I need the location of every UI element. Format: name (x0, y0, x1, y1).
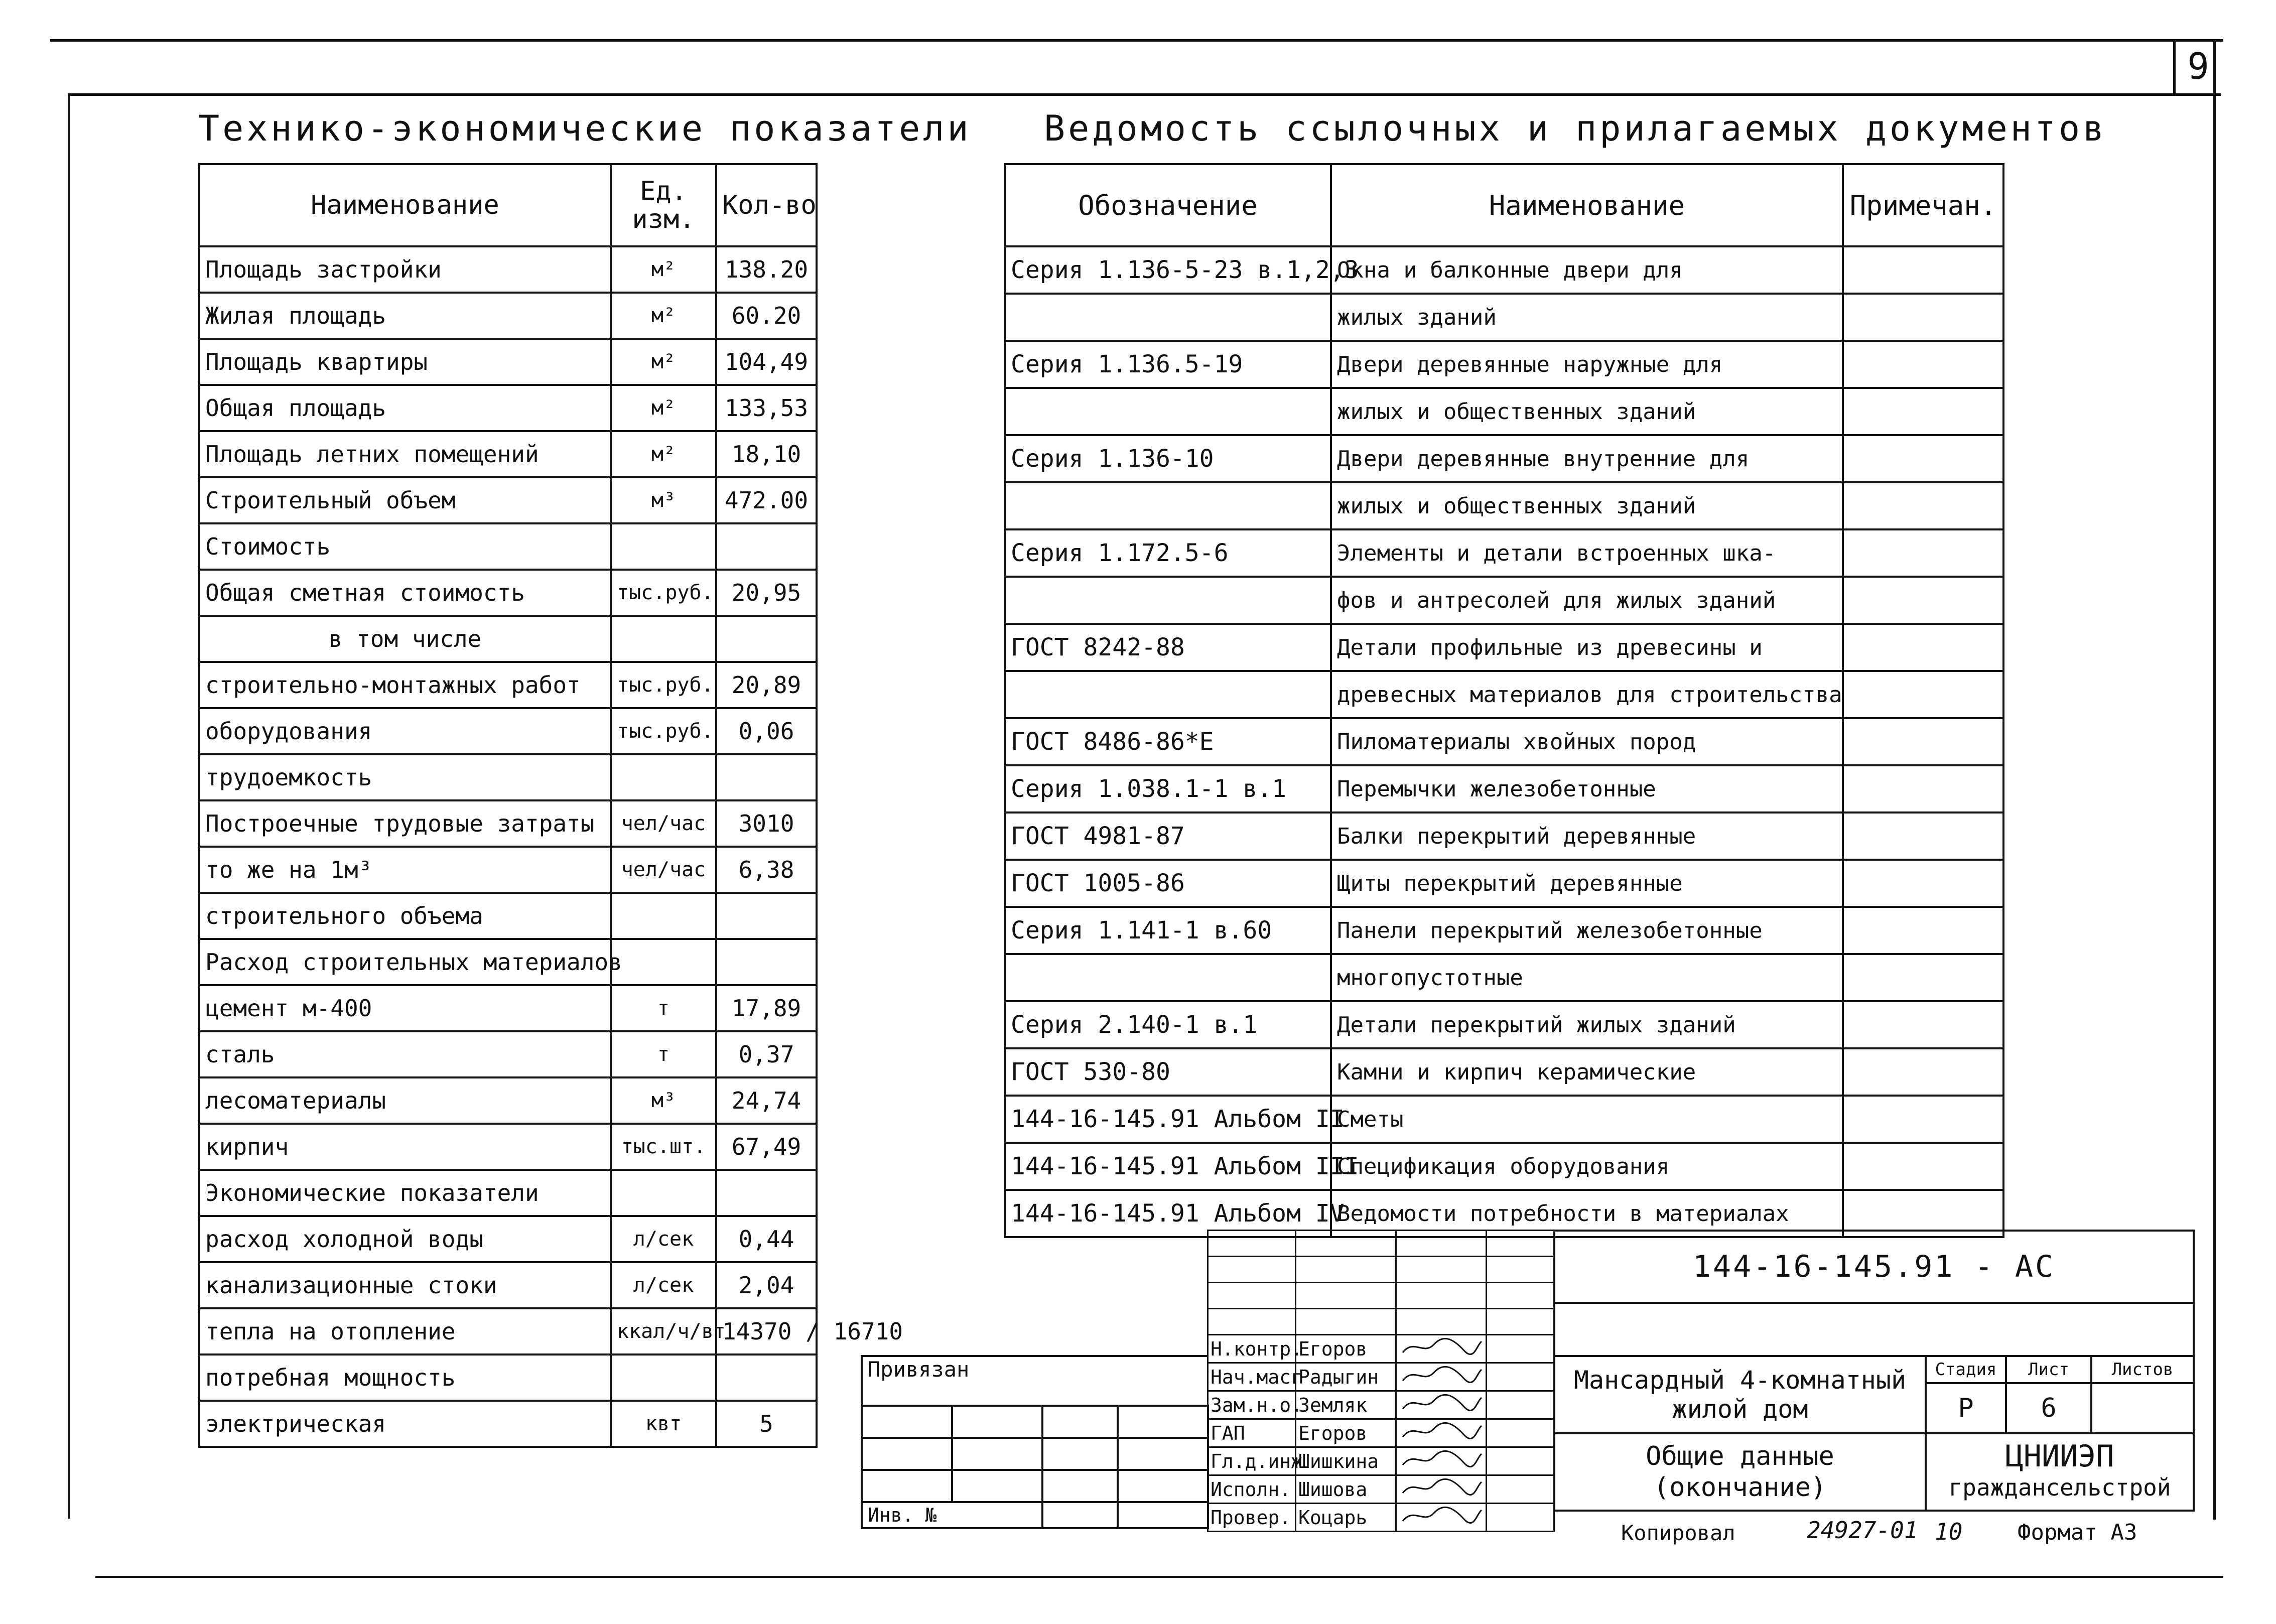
tep-row (199, 477, 817, 523)
tep-row (199, 754, 817, 800)
tep-cell-qty: 18,10 (716, 431, 817, 477)
doc-code: 144-16-145.91 - АС (1553, 1230, 2195, 1304)
stamp-person-row (1208, 1363, 1554, 1391)
ved-cell-code (1005, 577, 1331, 624)
ved-row (1005, 435, 2003, 482)
tep-cell-name: Площадь летних помещений (199, 431, 611, 477)
stamp-grid (1207, 1230, 1555, 1532)
ved-cell-note (1843, 529, 2003, 577)
tep-cell-qty: 14370 / 16710 (716, 1308, 817, 1355)
tep-cell-name: расход холодной воды (199, 1216, 611, 1262)
stamp-role: Гл.д.инж (1208, 1447, 1296, 1475)
ved-cell-note (1843, 813, 2003, 860)
tep-row (199, 1355, 817, 1401)
ved-cell-code: 144-16-145.91 Альбом IV (1005, 1190, 1331, 1237)
sheets-value (2091, 1383, 2194, 1433)
ved-cell-name: Двери деревянные наружные для (1331, 341, 1843, 388)
tep-row (199, 431, 817, 477)
stamp-person-row (1208, 1391, 1554, 1419)
signature-scribble (1399, 1504, 1484, 1526)
tep-row (199, 616, 817, 662)
ved-cell-code: ГОСТ 8486-86*Е (1005, 718, 1331, 765)
tep-row (199, 800, 817, 847)
ved-cell-code: Серия 1.136.5-19 (1005, 341, 1331, 388)
ved-cell-code (1005, 482, 1331, 529)
ved-row (1005, 341, 2003, 388)
ved-cell-code (1005, 954, 1331, 1001)
tep-row (199, 293, 817, 339)
tep-cell-unit: м³ (611, 1077, 716, 1124)
tep-cell-unit: м² (611, 339, 716, 385)
tep-cell-unit: м³ (611, 477, 716, 523)
org-line2: граждансельстрой (1948, 1474, 2171, 1501)
tep-cell-qty (716, 754, 817, 800)
ved-cell-name: жилых и общественных зданий (1331, 482, 1843, 529)
ved-cell-name: древесных материалов для строительства (1331, 671, 1843, 718)
stamp-role: ГАП (1208, 1419, 1296, 1447)
ved-row (1005, 577, 2003, 624)
tep-row (199, 385, 817, 431)
ved-row (1005, 907, 2003, 954)
ved-cell-name: Перемычки железобетонные (1331, 765, 1843, 813)
ved-row (1005, 388, 2003, 435)
ved-row (1005, 246, 2003, 294)
ved-cell-note (1843, 718, 2003, 765)
ved-cell-code (1005, 671, 1331, 718)
stamp-role: Зам.н.о. (1208, 1391, 1296, 1419)
stamp-date (1487, 1419, 1554, 1447)
tep-cell-qty: 20,89 (716, 662, 817, 708)
tep-row (199, 1216, 817, 1262)
stamp-role: Нач.масг (1208, 1363, 1296, 1391)
ved-cell-name: Окна и балконные двери для (1331, 246, 1843, 294)
org-line1: ЦНИИЭП (2005, 1439, 2114, 1474)
stamp-person-name: Земляк (1296, 1391, 1396, 1419)
tep-cell-qty (716, 523, 817, 570)
stage-value: Р (1926, 1383, 2006, 1433)
tep-cell-unit: м² (611, 431, 716, 477)
tep-cell-name: строительного объема (199, 893, 611, 939)
ved-row (1005, 1001, 2003, 1048)
tep-cell-unit (611, 1170, 716, 1216)
tep-cell-unit: м² (611, 385, 716, 431)
ved-cell-name: Спецификация оборудования (1331, 1143, 1843, 1190)
ved-row (1005, 1048, 2003, 1096)
privyazan-block (861, 1355, 1209, 1529)
stamp-date (1487, 1363, 1554, 1391)
ved-row (1005, 860, 2003, 907)
tep-cell-name: Площадь квартиры (199, 339, 611, 385)
ved-cell-code: Серия 1.038.1-1 в.1 (1005, 765, 1331, 813)
tep-cell-unit (611, 523, 716, 570)
project-title: Мансардный 4-комнатный жилой дом (1554, 1356, 1926, 1433)
tep-cell-name: Строительный объем (199, 477, 611, 523)
bottom-rule (95, 1576, 2223, 1578)
tep-cell-qty: 20,95 (716, 570, 817, 616)
privyazan-label: Привязан (862, 1356, 1208, 1406)
tep-cell-qty: 24,74 (716, 1077, 817, 1124)
stamp-person-name: Радыгин (1296, 1363, 1396, 1391)
tep-cell-unit: л/сек (611, 1262, 716, 1308)
stamp-date (1487, 1447, 1554, 1475)
ved-row (1005, 671, 2003, 718)
tep-cell-qty: 0,44 (716, 1216, 817, 1262)
signature (1396, 1475, 1487, 1504)
tep-cell-qty: 104,49 (716, 339, 817, 385)
frame-top (68, 93, 2218, 96)
tep-cell-qty: 60.20 (716, 293, 817, 339)
ved-cell-code: ГОСТ 530-80 (1005, 1048, 1331, 1096)
tep-cell-name: цемент м-400 (199, 985, 611, 1031)
ved-header-note: Примечан. (1843, 164, 2003, 246)
ved-header-name: Наименование (1331, 164, 1843, 246)
tep-cell-qty (716, 1170, 817, 1216)
inv-label: Инв. № (862, 1502, 1042, 1528)
ved-cell-note (1843, 388, 2003, 435)
signature-scribble (1399, 1392, 1484, 1414)
signature-scribble (1399, 1335, 1484, 1358)
tep-cell-qty: 6,38 (716, 847, 817, 893)
tep-cell-unit: чел/час (611, 800, 716, 847)
tep-cell-unit: тыс.руб. (611, 570, 716, 616)
stamp-role: Провер. (1208, 1504, 1296, 1532)
sheet-label: Лист (2006, 1356, 2091, 1383)
ved-title: Ведомость ссылочных и прилагаемых документов (1044, 108, 2107, 149)
stamp-person-row (1208, 1504, 1554, 1532)
tep-cell-unit: ккал/ч/вт (611, 1308, 716, 1355)
stamp-person-name: Егоров (1296, 1335, 1396, 1363)
sheet-title: Общие данные (окончание) (1554, 1433, 1926, 1511)
footer-format: Формат А3 (2018, 1520, 2137, 1545)
ved-cell-note (1843, 1096, 2003, 1143)
tep-row (199, 662, 817, 708)
ved-cell-note (1843, 577, 2003, 624)
tep-cell-unit: м² (611, 246, 716, 293)
tep-row (199, 1124, 817, 1170)
tep-row (199, 893, 817, 939)
doc-code-spacer (1553, 1300, 2195, 1355)
tep-cell-qty: 67,49 (716, 1124, 817, 1170)
ved-cell-name: многопустотные (1331, 954, 1843, 1001)
tep-cell-unit: тыс.руб. (611, 662, 716, 708)
ved-cell-name: жилых и общественных зданий (1331, 388, 1843, 435)
ved-cell-code: ГОСТ 1005-86 (1005, 860, 1331, 907)
stamp-person-name: Шишова (1296, 1475, 1396, 1504)
ved-header-code: Обозначение (1005, 164, 1331, 246)
tep-title: Технико-экономические показатели (198, 108, 972, 149)
ved-cell-note (1843, 765, 2003, 813)
tep-cell-unit: л/сек (611, 1216, 716, 1262)
tep-row (199, 1262, 817, 1308)
signature (1396, 1447, 1487, 1475)
ved-cell-code (1005, 294, 1331, 341)
ved-cell-note (1843, 1143, 2003, 1190)
ved-cell-name: Балки перекрытий деревянные (1331, 813, 1843, 860)
signature (1396, 1391, 1487, 1419)
ved-cell-note (1843, 246, 2003, 294)
ved-cell-name: Ведомости потребности в материалах (1331, 1190, 1843, 1237)
sheet-value: 6 (2006, 1383, 2091, 1433)
tep-header-qty: Кол-во (716, 164, 817, 246)
tep-row (199, 1401, 817, 1447)
tep-cell-unit (611, 939, 716, 985)
tep-cell-unit: тыс.шт. (611, 1124, 716, 1170)
ved-cell-note (1843, 482, 2003, 529)
signature-scribble (1399, 1476, 1484, 1498)
tep-cell-name: Жилая площадь (199, 293, 611, 339)
tep-row (199, 1031, 817, 1077)
ved-cell-code: ГОСТ 8242-88 (1005, 624, 1331, 671)
tep-cell-name: кирпич (199, 1124, 611, 1170)
tep-cell-unit (611, 893, 716, 939)
ved-cell-code: Серия 2.140-1 в.1 (1005, 1001, 1331, 1048)
tep-cell-qty (716, 616, 817, 662)
ved-cell-note (1843, 860, 2003, 907)
tep-row (199, 708, 817, 754)
top-rule (50, 39, 2223, 42)
ved-cell-code: Серия 1.136-5-23 в.1,2,3 (1005, 246, 1331, 294)
ved-cell-code (1005, 388, 1331, 435)
tep-cell-qty: 138.20 (716, 246, 817, 293)
stamp-person-name: Шишкина (1296, 1447, 1396, 1475)
ved-cell-code: Серия 1.172.5-6 (1005, 529, 1331, 577)
tep-cell-name: трудоемкость (199, 754, 611, 800)
ved-cell-name: фов и антресолей для жилых зданий (1331, 577, 1843, 624)
organization (1926, 1433, 2194, 1511)
tep-cell-qty: 2,04 (716, 1262, 817, 1308)
tep-cell-unit: т (611, 985, 716, 1031)
tep-cell-name: Площадь застройки (199, 246, 611, 293)
ved-row (1005, 765, 2003, 813)
tep-cell-name: Общая сметная стоимость (199, 570, 611, 616)
ved-cell-code: Серия 1.136-10 (1005, 435, 1331, 482)
tep-cell-unit: чел/час (611, 847, 716, 893)
ved-cell-note (1843, 341, 2003, 388)
tep-cell-name: оборудования (199, 708, 611, 754)
ved-cell-code: Серия 1.141-1 в.60 (1005, 907, 1331, 954)
tep-header-unit: Ед. изм. (611, 164, 716, 246)
ved-cell-note (1843, 671, 2003, 718)
tep-cell-name: канализационные стоки (199, 1262, 611, 1308)
stamp-person-row (1208, 1475, 1554, 1504)
tep-cell-name: тепла на отопление (199, 1308, 611, 1355)
tep-row (199, 523, 817, 570)
tep-row (199, 246, 817, 293)
ved-cell-name: Детали профильные из древесины и (1331, 624, 1843, 671)
stamp-person-row (1208, 1419, 1554, 1447)
tep-header-name: Наименование (199, 164, 611, 246)
ved-cell-name: Камни и кирпич керамические (1331, 1048, 1843, 1096)
tep-cell-qty: 472.00 (716, 477, 817, 523)
tep-row (199, 847, 817, 893)
tep-cell-qty (716, 893, 817, 939)
tep-cell-qty: 17,89 (716, 985, 817, 1031)
tep-cell-name: Экономические показатели (199, 1170, 611, 1216)
tep-row (199, 570, 817, 616)
tep-cell-name: Общая площадь (199, 385, 611, 431)
ved-row (1005, 813, 2003, 860)
ved-cell-note (1843, 435, 2003, 482)
tep-cell-qty: 0,06 (716, 708, 817, 754)
ved-cell-note (1843, 907, 2003, 954)
title-block (1553, 1355, 2195, 1512)
ved-cell-name: Сметы (1331, 1096, 1843, 1143)
ved-row (1005, 624, 2003, 671)
stamp-person-row (1208, 1335, 1554, 1363)
tep-cell-name: потребная мощность (199, 1355, 611, 1401)
ved-cell-name: Пиломатериалы хвойных пород (1331, 718, 1843, 765)
ved-row (1005, 294, 2003, 341)
stamp-date (1487, 1391, 1554, 1419)
ved-cell-name: жилых зданий (1331, 294, 1843, 341)
frame-left (68, 93, 70, 1519)
ved-cell-note (1843, 954, 2003, 1001)
tep-row (199, 939, 817, 985)
tep-cell-name: лесоматериалы (199, 1077, 611, 1124)
tep-cell-name: Построечные трудовые затраты (199, 800, 611, 847)
footer-copied: Копировал (1621, 1521, 1735, 1545)
ved-row (1005, 1143, 2003, 1190)
tep-cell-qty (716, 1355, 817, 1401)
ved-row (1005, 718, 2003, 765)
tep-cell-qty (716, 939, 817, 985)
tep-cell-unit (611, 1355, 716, 1401)
footer-num: 10 (1935, 1518, 1963, 1545)
tep-row (199, 1170, 817, 1216)
ved-row (1005, 482, 2003, 529)
tep-cell-name: Стоимость (199, 523, 611, 570)
signature (1396, 1363, 1487, 1391)
ved-cell-code: 144-16-145.91 Альбом II (1005, 1096, 1331, 1143)
ved-cell-name: Элементы и детали встроенных шка- (1331, 529, 1843, 577)
stage-label: Стадия (1926, 1356, 2006, 1383)
ved-row (1005, 954, 2003, 1001)
ved-cell-note (1843, 294, 2003, 341)
ved-cell-note (1843, 1048, 2003, 1096)
ved-cell-note (1843, 624, 2003, 671)
page-number: 9 (2173, 39, 2221, 96)
ved-cell-code: 144-16-145.91 Альбом III (1005, 1143, 1331, 1190)
stamp-role: Исполн. (1208, 1475, 1296, 1504)
signature-scribble (1399, 1448, 1484, 1470)
tep-cell-name: электрическая (199, 1401, 611, 1447)
tep-cell-unit: м² (611, 293, 716, 339)
tep-row (199, 1077, 817, 1124)
signature (1396, 1419, 1487, 1447)
tep-cell-unit (611, 616, 716, 662)
stamp-date (1487, 1504, 1554, 1532)
tep-cell-unit: квт (611, 1401, 716, 1447)
tep-cell-name: сталь (199, 1031, 611, 1077)
stamp-role: Н.контр. (1208, 1335, 1296, 1363)
tep-row (199, 1308, 817, 1355)
tep-cell-qty: 3010 (716, 800, 817, 847)
tep-cell-name: строительно-монтажных работ (199, 662, 611, 708)
signature (1396, 1504, 1487, 1532)
ved-row (1005, 529, 2003, 577)
tep-cell-qty: 5 (716, 1401, 817, 1447)
signature (1396, 1335, 1487, 1363)
signature-scribble (1399, 1364, 1484, 1386)
ved-cell-name: Детали перекрытий жилых зданий (1331, 1001, 1843, 1048)
ved-table (1004, 163, 2004, 1238)
tep-cell-unit: тыс.руб. (611, 708, 716, 754)
stamp-date (1487, 1335, 1554, 1363)
ved-cell-name: Двери деревянные внутренние для (1331, 435, 1843, 482)
frame-right (2213, 39, 2216, 1520)
tep-cell-name: в том числе (199, 616, 611, 662)
tep-cell-name: то же на 1м³ (199, 847, 611, 893)
tep-cell-qty: 0,37 (716, 1031, 817, 1077)
ved-cell-note (1843, 1001, 2003, 1048)
stamp-person-name: Егоров (1296, 1419, 1396, 1447)
ved-row (1005, 1096, 2003, 1143)
tep-row (199, 985, 817, 1031)
tep-cell-unit (611, 754, 716, 800)
tep-row (199, 339, 817, 385)
ved-cell-name: Панели перекрытий железобетонные (1331, 907, 1843, 954)
signature-scribble (1399, 1420, 1484, 1442)
stamp-date (1487, 1475, 1554, 1504)
tep-cell-unit: т (611, 1031, 716, 1077)
ved-cell-code: ГОСТ 4981-87 (1005, 813, 1331, 860)
tep-cell-name: Расход строительных материалов (199, 939, 611, 985)
tep-table (198, 163, 903, 1448)
stamp-person-name: Коцарь (1296, 1504, 1396, 1532)
stamp-person-row (1208, 1447, 1554, 1475)
ved-cell-name: Щиты перекрытий деревянные (1331, 860, 1843, 907)
sheets-label: Листов (2091, 1356, 2194, 1383)
footer-order: 24927-01 (1807, 1517, 1918, 1544)
tep-cell-qty: 133,53 (716, 385, 817, 431)
